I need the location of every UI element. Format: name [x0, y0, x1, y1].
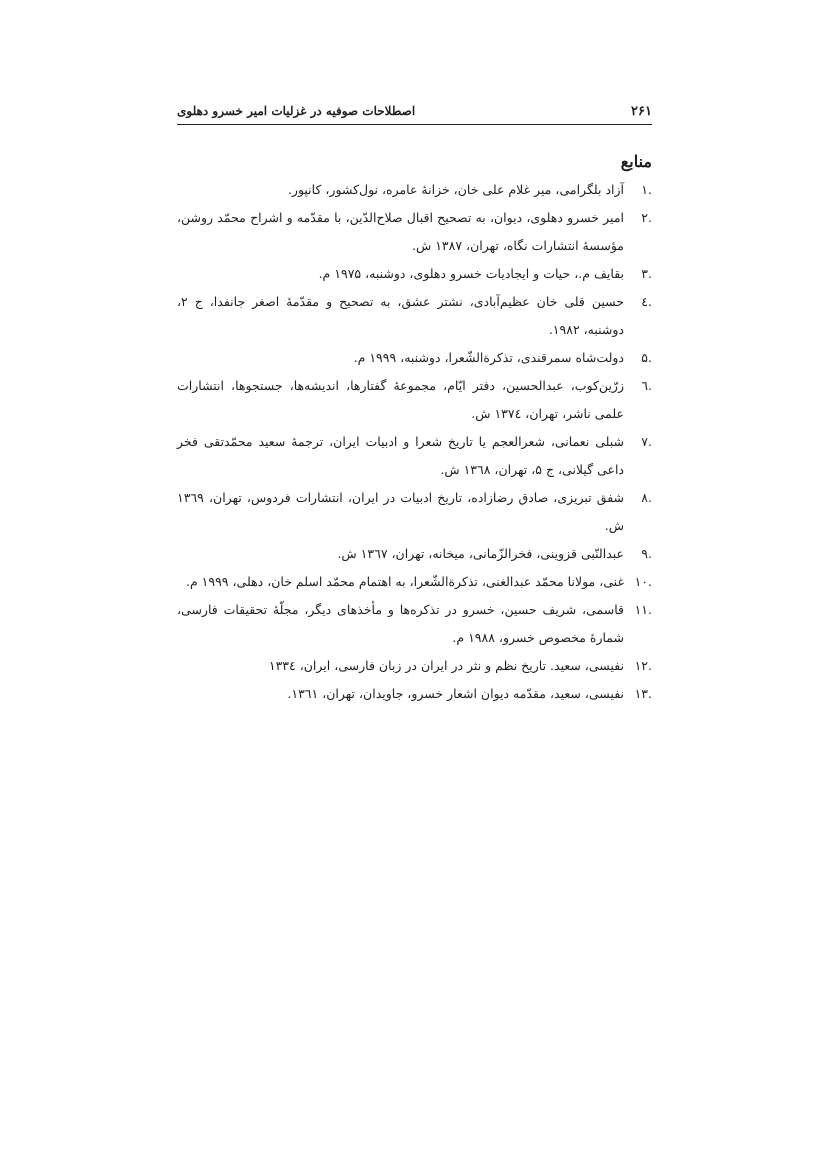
page-number: ۲۶۱ — [631, 104, 652, 119]
reference-text: زرّین‌کوب، عبدالحسین، دفتر ایّام، مجموعهٔ گفتارها، اندیشه‌ها، جستجوها، انتشارات علمی ناشر، تهران، ۱۳۷٤ ش. — [177, 378, 624, 421]
section-title: منابع — [620, 152, 652, 171]
reference-number: .۱۰ — [634, 574, 652, 589]
reference-number: .٤ — [641, 294, 652, 309]
running-title: اصطلاحات صوفیه در غزلیات امیر خسرو دهلوی — [177, 104, 416, 118]
reference-number: .۵ — [641, 350, 652, 365]
reference-item — [177, 596, 652, 652]
reference-text: عبدالنّبی قزوینی، فخرالزّمانی، میخانه، تهران، ۱۳٦۷ ش. — [337, 546, 624, 561]
reference-text: شبلی نعمانی، شعرالعجم یا تاریخ شعرا و ادبیات ایران، ترجمهٔ سعید محمّدتقی فخر داعی گیلانی، ج ۵، تهران، ۱۳٦۸ ش. — [177, 434, 624, 477]
reference-item — [177, 680, 652, 708]
reference-text: نفیسی، سعید. تاریخ نظم و نثر در ایران در زبان فارسی، ایران، ۱۳۳٤ — [268, 658, 624, 673]
reference-number: .۹ — [641, 546, 652, 561]
reference-item — [177, 372, 652, 428]
reference-item — [177, 176, 652, 204]
reference-number: .۲ — [641, 210, 652, 225]
reference-text: شفق تبریزی، صادق رضازاده، تاریخ ادبیات در ایران، انتشارات فردوس، تهران، ۱۳٦۹ ش. — [177, 490, 624, 533]
reference-number: .٦ — [641, 378, 652, 393]
reference-item — [177, 428, 652, 484]
reference-number: .۱۲ — [634, 658, 652, 673]
reference-number: .۷ — [641, 434, 652, 449]
reference-text: حسین قلی خان عظیم‌آبادی، نشتر عشق، به تصحیح و مقدّمهٔ اصغر جانفدا، ج ۲، دوشنبه، ۱۹۸۲. — [177, 294, 624, 337]
reference-text: امیر خسرو دهلوی، دیوان، به تصحیح اقبال صلاح‌الدّین، با مقدّمه و اشراح محمّد روشن، مؤسسهٔ انتشارات نگاه، تهران، ۱۳۸۷ ش. — [177, 210, 624, 253]
reference-number: .۱۱ — [634, 602, 652, 617]
reference-number: .۱ — [641, 182, 652, 197]
reference-text: غنی، مولانا محمّد عبدالغنی، تذکرةالشّعرا، به اهتمام محمّد اسلم خان، دهلی، ۱۹۹۹ م. — [185, 574, 624, 589]
reference-item — [177, 344, 652, 372]
reference-text: آزاد بلگرامی، میر غلام علی خان، خزانهٔ عامره، نول‌کشور، کانپور. — [287, 182, 624, 197]
reference-text: بقایف م.، حیات و ایجادیات خسرو دهلوی، دوشنبه، ۱۹۷۵ م. — [318, 266, 624, 281]
reference-text: قاسمی، شریف حسین، خسرو در تذکره‌ها و مأخذهای دیگر، مجلّهٔ تحقیقات فارسی، شمارهٔ مخصوص خسرو، ۱۹۸۸ م. — [177, 602, 624, 645]
reference-list — [177, 176, 652, 708]
reference-number: .۱۳ — [634, 686, 652, 701]
reference-item — [177, 568, 652, 596]
reference-item — [177, 260, 652, 288]
reference-text: دولت‌شاه سمرقندی، تذکرةالشّعرا، دوشنبه، ۱۹۹۹ م. — [353, 350, 624, 365]
reference-number: .۸ — [641, 490, 652, 505]
page-header — [177, 102, 652, 125]
reference-item — [177, 484, 652, 540]
reference-item — [177, 652, 652, 680]
reference-number: .۳ — [641, 266, 652, 281]
reference-item — [177, 540, 652, 568]
reference-item — [177, 288, 652, 344]
reference-item — [177, 204, 652, 260]
reference-text: نفیسی، سعید، مقدّمه دیوان اشعار خسرو، جاویدان، تهران، ۱۳٦۱. — [287, 686, 624, 701]
